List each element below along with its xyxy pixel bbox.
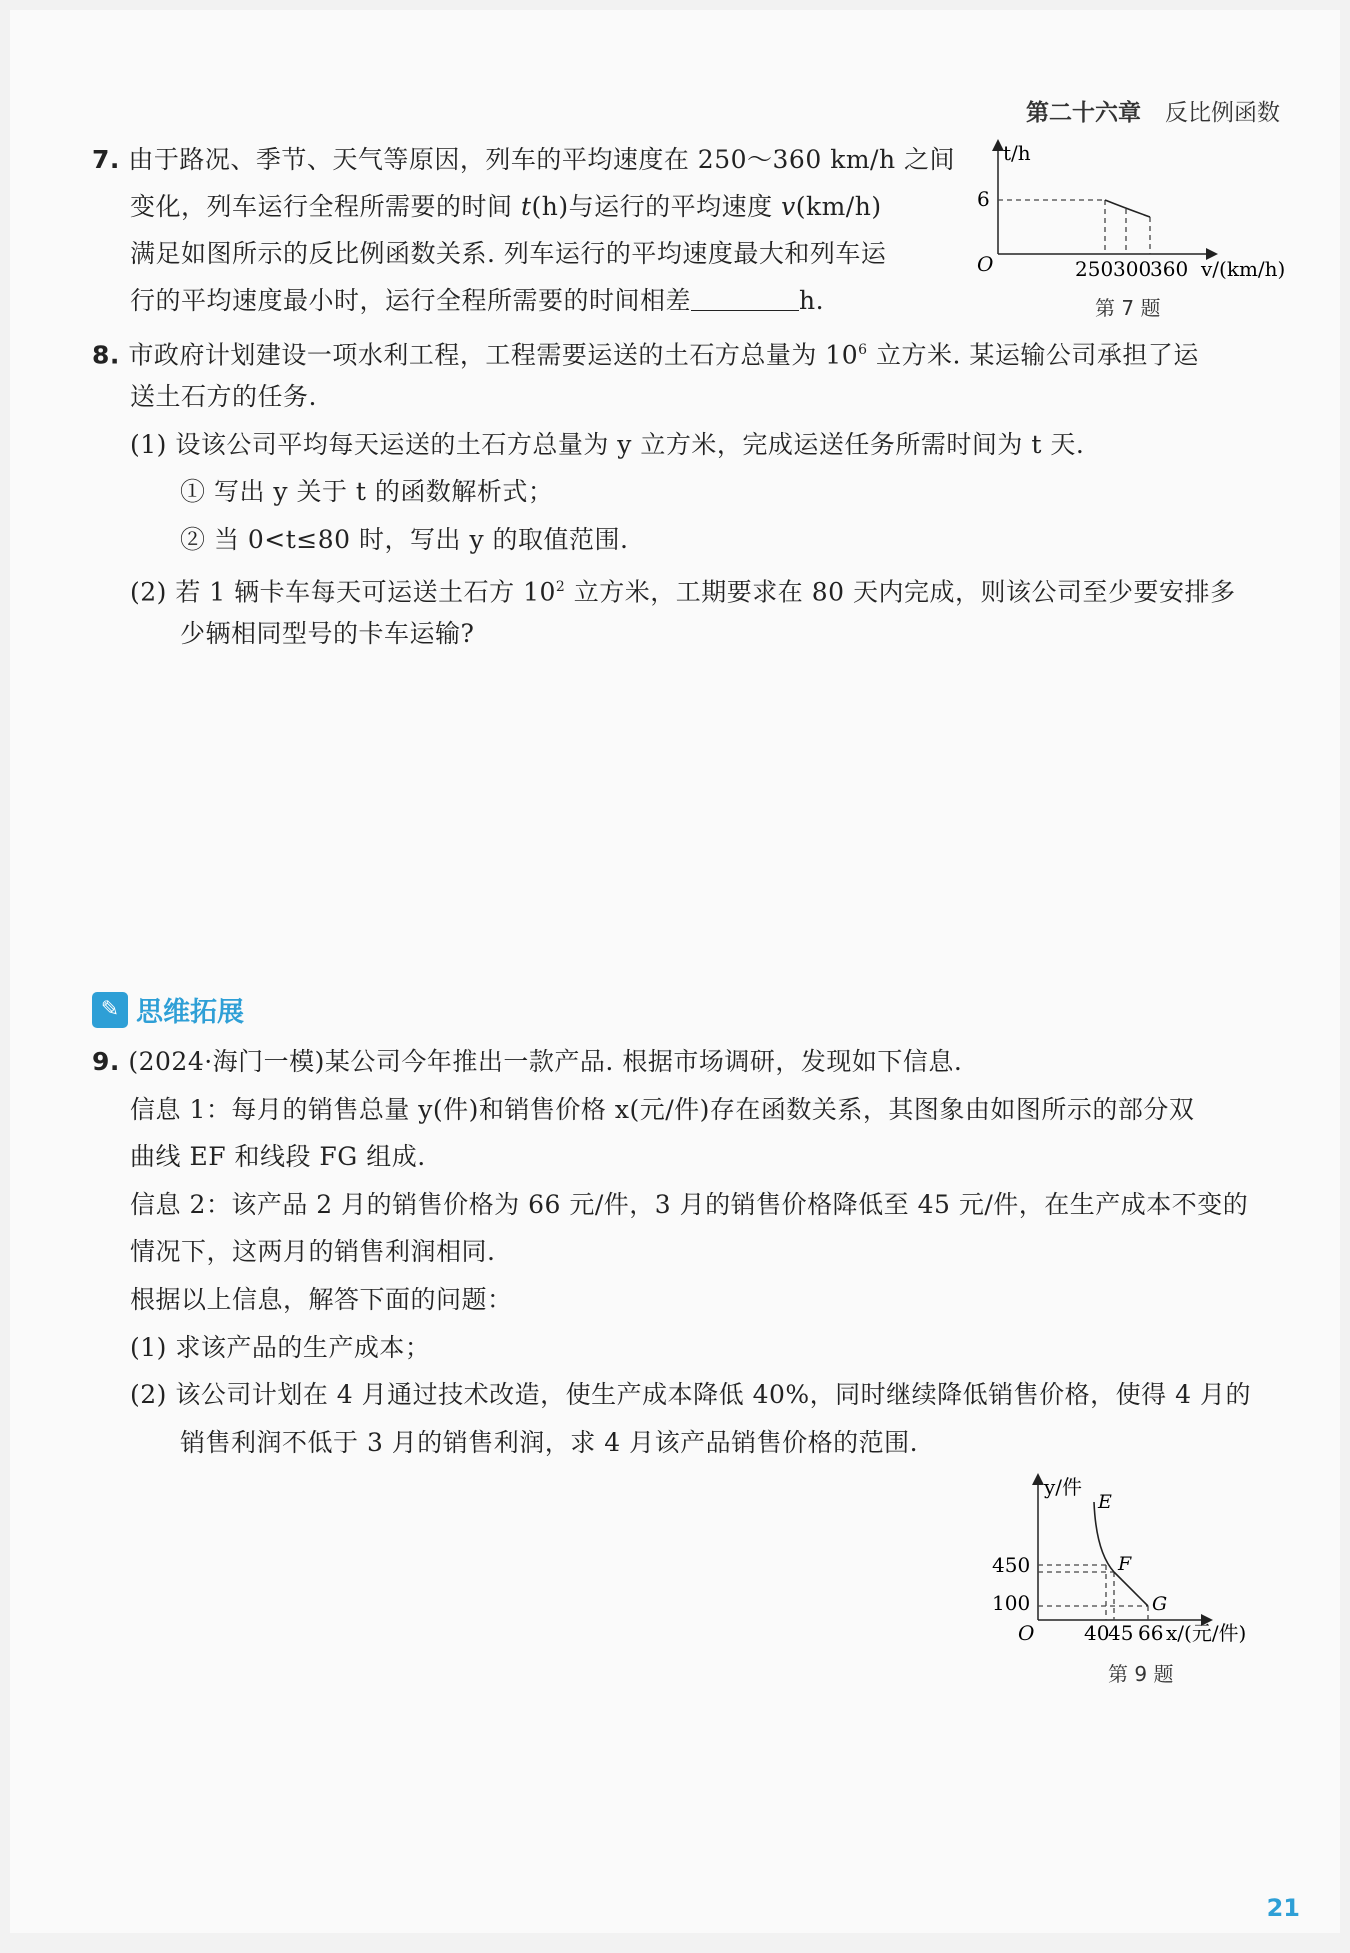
q9-prompt	[130, 1280, 513, 1320]
q9-part-1-text: (1) 求该产品的生产成本；	[130, 1333, 431, 1362]
q8-exponent-6: 6	[858, 342, 868, 358]
y-axis-label: y/件	[1044, 1475, 1083, 1499]
q8-number: 8.	[92, 340, 120, 370]
x-tick-66: 66	[1138, 1621, 1164, 1645]
x-tick-300: 300	[1113, 257, 1152, 281]
q9-part-2b	[180, 1423, 918, 1463]
x-tick-250: 250	[1075, 257, 1114, 281]
q7-var-v: v	[781, 192, 796, 221]
chapter-title: 反比例函数	[1165, 100, 1280, 126]
q9-info-2a	[130, 1185, 1248, 1225]
q9-info-2a-text: 信息 2：该产品 2 月的销售价格为 66 元/件，3 月的销售价格降低至 45 元/件，在生产成本不变的	[130, 1190, 1249, 1219]
x-axis-label: v/(km/h)	[1201, 257, 1286, 281]
q8-text-1b: 立方米. 某运输公司承担了运	[867, 340, 1199, 370]
q7-line-3	[130, 234, 886, 274]
q8-line-2	[130, 377, 317, 417]
q7-text-4b: h.	[799, 286, 825, 315]
page-number: 21	[1266, 1894, 1300, 1922]
q7-text-2c: (h)与运行的平均速度	[531, 192, 782, 221]
q9-part-1	[130, 1328, 430, 1368]
q9-line-1	[92, 1042, 962, 1082]
q8-part-2-text-b: 立方米，工期要求在 80 天内完成，则该公司至少要安排多	[565, 577, 1236, 607]
y-tick-100: 100	[992, 1591, 1031, 1615]
q9-info-1b-text: 曲线 EF 和线段 FG 组成.	[130, 1142, 426, 1171]
q8-part-1a	[180, 472, 553, 512]
section-header	[92, 990, 244, 1029]
q8-part-1b-text: ② 当 0<t≤80 时，写出 y 的取值范围.	[180, 525, 629, 554]
q9-part-2b-text: 销售利润不低于 3 月的销售利润，求 4 月该产品销售价格的范围.	[180, 1428, 919, 1457]
q7-line-2	[130, 187, 882, 227]
q9-prompt-text: 根据以上信息，解答下面的问题：	[130, 1285, 513, 1314]
q9-info-2b-text: 情况下，这两月的销售利润相同.	[130, 1237, 496, 1266]
page	[10, 10, 1340, 1933]
x-tick-360: 360	[1150, 257, 1189, 281]
q9-info-2b	[130, 1232, 495, 1272]
q8-part-1-text: (1) 设该公司平均每天运送的土石方总量为 y 立方米，完成运送任务所需时间为 t 天.	[130, 430, 1085, 459]
q7-var-t: t	[520, 192, 532, 221]
q8-text-2: 送土石方的任务.	[130, 382, 317, 411]
q7-text-4a: 行的平均速度最小时，运行全程所需要的时间相差	[130, 286, 692, 315]
point-f-label: F	[1118, 1553, 1132, 1575]
q8-part-2-cont	[180, 614, 474, 654]
q7-number: 7.	[92, 145, 120, 174]
q8-part-1	[130, 425, 1084, 465]
q9-info-1b	[130, 1137, 426, 1177]
q9-part-2a-text: (2) 该公司计划在 4 月通过技术改造，使生产成本降低 40%，同时继续降低销售价格，使得 4 月的	[130, 1380, 1251, 1409]
q9-text-1: (2024·海门一模)某公司今年推出一款产品. 根据市场调研，发现如下信息.	[128, 1047, 963, 1076]
q7-text-2a: 变化，列车运行全程所需要的时间	[130, 192, 521, 221]
q8-line-1	[92, 330, 1199, 375]
y-axis-label: t/h	[1003, 141, 1031, 165]
q7-figure	[965, 136, 1310, 286]
hyperbola-curve	[1105, 200, 1150, 217]
q9-figure	[988, 1470, 1318, 1650]
q8-part-1b	[180, 520, 628, 560]
q9-part-2a	[130, 1375, 1251, 1415]
q7-line-1	[92, 140, 955, 180]
y-tick-6: 6	[977, 187, 990, 211]
q9-info-1a-text: 信息 1：每月的销售总量 y(件)和销售价格 x(元/件)存在函数关系，其图象由如图所示的部分双	[130, 1095, 1195, 1124]
section-title: 思维拓展	[136, 997, 244, 1028]
point-g-label: G	[1152, 1593, 1168, 1615]
pencil-icon: ✎	[92, 992, 128, 1028]
q8-part-1a-text: ① 写出 y 关于 t 的函数解析式；	[180, 477, 554, 506]
q9-figure-caption: 第 9 题	[1108, 1662, 1174, 1686]
q8-text-1a: 市政府计划建设一项水利工程，工程需要运送的土石方总量为 10	[128, 340, 859, 370]
x-axis-label: x/(元/件)	[1166, 1621, 1247, 1645]
q9-info-1a	[130, 1090, 1194, 1130]
origin-label: O	[1018, 1621, 1035, 1645]
q9-number: 9.	[92, 1047, 120, 1076]
q7-text-2e: (km/h)	[795, 192, 882, 221]
q7-figure-caption: 第 7 题	[1095, 296, 1161, 320]
x-tick-40: 40	[1084, 1621, 1110, 1645]
q7-text-1: 由于路况、季节、天气等原因，列车的平均速度在 250～360 km/h 之间	[128, 145, 956, 174]
answer-blank[interactable]	[691, 284, 799, 311]
segment-fg	[1114, 1572, 1148, 1606]
origin-label: O	[977, 252, 994, 276]
q8-part-2-text-a: (2) 若 1 辆卡车每天可运送土石方 10	[130, 577, 556, 607]
q7-line-4	[130, 281, 824, 321]
point-e-label: E	[1098, 1491, 1112, 1513]
page-header	[1026, 94, 1280, 127]
q8-part-2-text-c: 少辆相同型号的卡车运输?	[180, 619, 475, 648]
q8-exponent-2: 2	[555, 579, 566, 595]
chapter-label: 第二十六章	[1026, 100, 1141, 126]
q8-part-2	[130, 567, 1236, 612]
y-tick-450: 450	[992, 1553, 1031, 1577]
q7-text-3: 满足如图所示的反比例函数关系. 列车运行的平均速度最大和列车运	[130, 239, 887, 268]
x-tick-45: 45	[1108, 1621, 1134, 1645]
